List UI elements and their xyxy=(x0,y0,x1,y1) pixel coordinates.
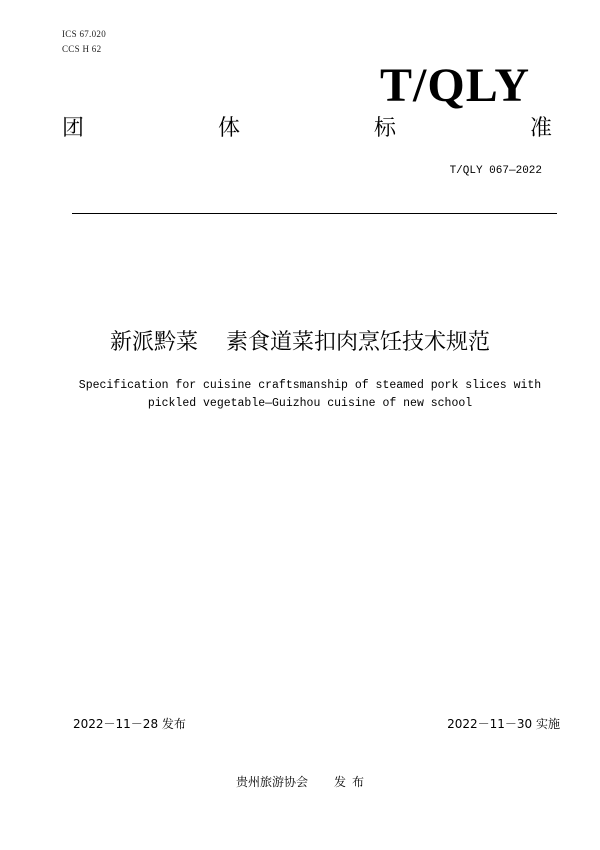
standard-logo: T/QLY xyxy=(380,59,530,112)
standard-type-char: 准 xyxy=(529,116,552,141)
standard-type-char: 体 xyxy=(217,116,240,141)
title-english-line2: pickled vegetable—Guizhou cuisine of new school xyxy=(147,397,473,410)
title-chinese-part2: 素食道菜扣肉烹饪技术规范 xyxy=(226,330,491,355)
standard-number: T/QLY 067—2022 xyxy=(449,165,542,177)
implement-date: 2022－11－30 实施 xyxy=(447,717,560,731)
issuer xyxy=(0,772,600,792)
standard-type xyxy=(62,112,552,146)
ccs-code: CCS H 62 xyxy=(62,44,102,54)
issuer-action-2: 布 xyxy=(352,775,365,789)
title-english-line1: Specification for cuisine craftsmanship of steamed pork slices with xyxy=(78,379,542,392)
issuer-org: 贵州旅游协会 xyxy=(235,775,308,789)
standard-type-char: 团 xyxy=(62,116,85,141)
publish-date: 2022－11－28 发布 xyxy=(73,717,186,731)
header-divider xyxy=(72,213,557,214)
issuer-action-1: 发 xyxy=(333,775,346,789)
title-chinese xyxy=(0,327,600,359)
title-chinese-part1: 新派黔菜 xyxy=(109,330,198,355)
title-english xyxy=(40,377,580,413)
ics-code: ICS 67.020 xyxy=(62,29,107,39)
standard-type-char: 标 xyxy=(373,116,396,141)
